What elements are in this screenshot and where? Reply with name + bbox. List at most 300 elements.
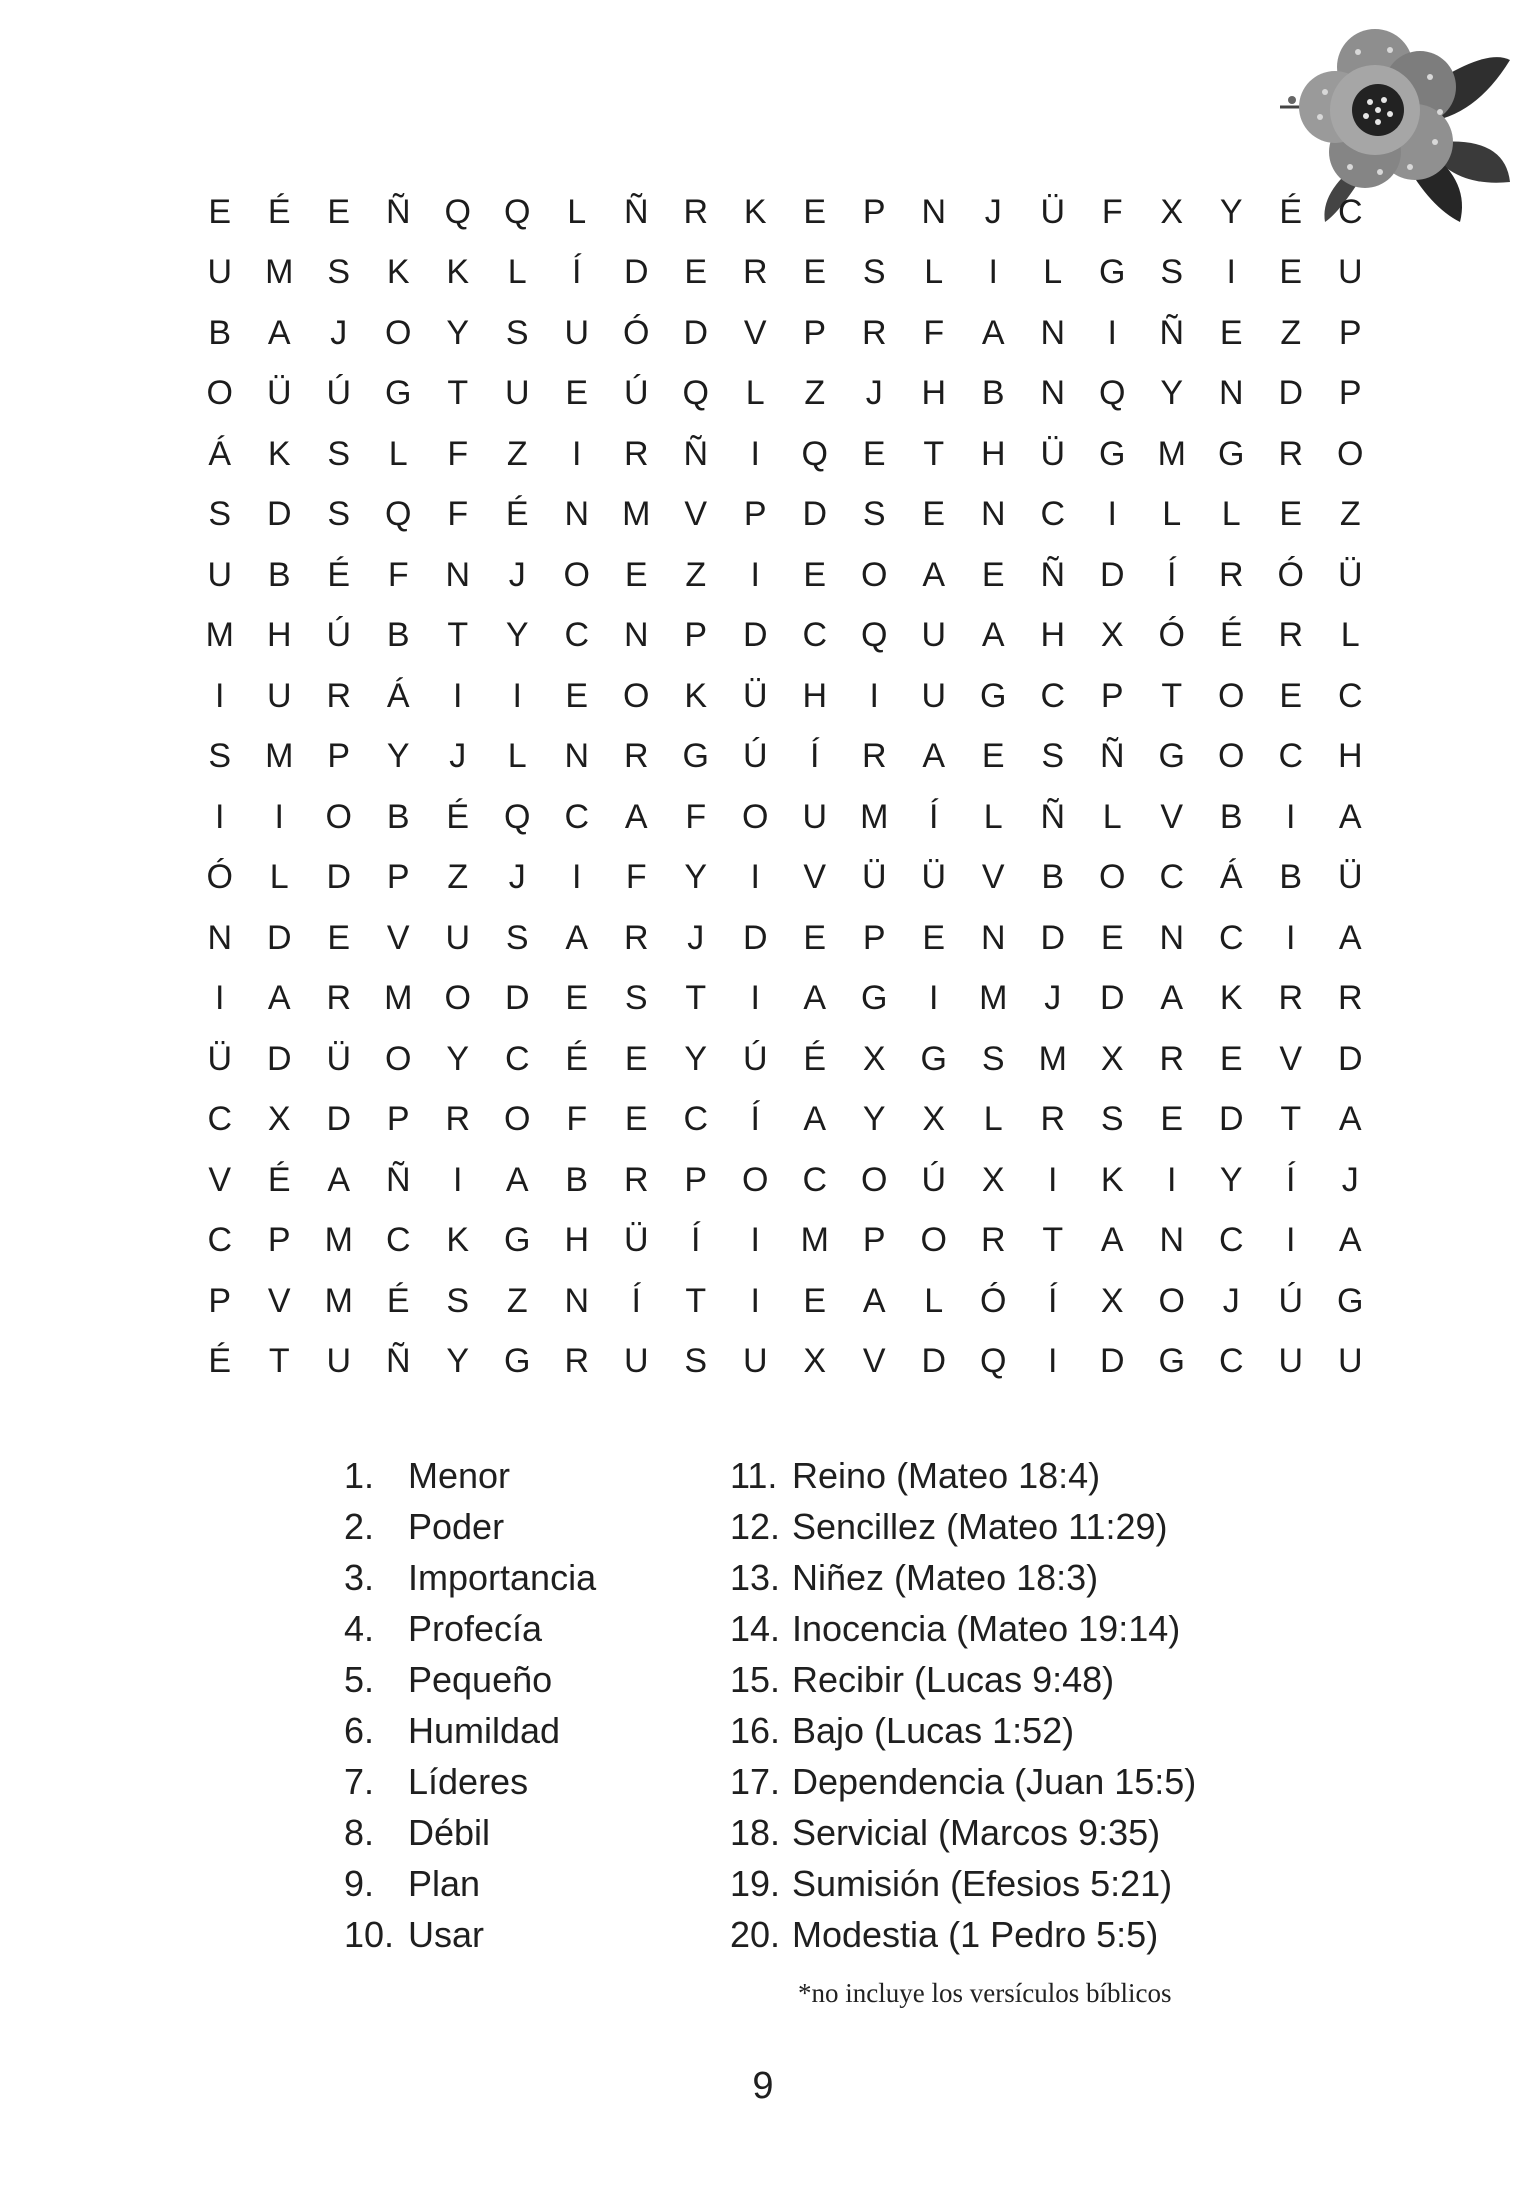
- grid-letter: I: [1048, 1160, 1058, 1199]
- word-text: Usar: [408, 1914, 485, 1955]
- grid-letter: R: [326, 979, 352, 1018]
- grid-row: [190, 969, 1370, 1030]
- word-text: Niñez (Mateo 18:3): [792, 1557, 1099, 1598]
- grid-letter: N: [1040, 374, 1066, 413]
- grid-letter: V: [743, 313, 767, 352]
- grid-letter: S: [505, 313, 529, 352]
- grid-letter: M: [800, 1221, 829, 1260]
- grid-letter: S: [505, 918, 529, 957]
- grid-letter: I: [929, 979, 939, 1018]
- grid-letter: V: [386, 918, 410, 957]
- word-search-grid: [190, 182, 1370, 1392]
- grid-letter: V: [981, 858, 1005, 897]
- grid-letter: N: [921, 192, 947, 231]
- grid-letter: Q: [385, 495, 412, 534]
- grid-letter: A: [1338, 797, 1362, 836]
- grid-letter: G: [504, 1221, 531, 1260]
- grid-letter: L: [924, 253, 944, 292]
- grid-letter: E: [684, 253, 708, 292]
- grid-letter: T: [447, 616, 469, 655]
- grid-letter: M: [324, 1281, 353, 1320]
- grid-letter: S: [624, 979, 648, 1018]
- grid-letter: I: [215, 797, 225, 836]
- grid-letter: N: [1159, 1221, 1185, 1260]
- grid-letter: V: [1279, 1039, 1303, 1078]
- grid-letter: G: [1158, 1342, 1185, 1381]
- grid-letter: Q: [504, 797, 531, 836]
- grid-letter: L: [745, 374, 765, 413]
- grid-row: [190, 787, 1370, 848]
- grid-letter: L: [1162, 495, 1182, 534]
- grid-letter: K: [386, 253, 410, 292]
- grid-letter: P: [743, 495, 767, 534]
- grid-letter: Í: [750, 1100, 760, 1139]
- word-list-item: [730, 1858, 1290, 1909]
- grid-letter: S: [446, 1281, 470, 1320]
- grid-letter: S: [862, 253, 886, 292]
- grid-letter: K: [1100, 1160, 1124, 1199]
- grid-letter: É: [505, 495, 529, 534]
- grid-letter: M: [384, 979, 413, 1018]
- grid-letter: O: [563, 555, 590, 594]
- grid-letter: L: [924, 1281, 944, 1320]
- grid-letter: D: [802, 495, 828, 534]
- grid-letter: C: [1278, 737, 1304, 776]
- grid-letter: É: [1219, 616, 1243, 655]
- grid-letter: C: [802, 1160, 828, 1199]
- grid-letter: N: [564, 495, 590, 534]
- grid-letter: P: [327, 737, 351, 776]
- grid-letter: Ü: [1040, 192, 1066, 231]
- grid-letter: D: [921, 1342, 947, 1381]
- grid-letter: K: [446, 1221, 470, 1260]
- grid-letter: G: [1158, 737, 1185, 776]
- grid-letter: A: [922, 737, 946, 776]
- grid-letter: E: [1219, 1039, 1243, 1078]
- grid-letter: Y: [1219, 192, 1243, 231]
- grid-row: [190, 848, 1370, 909]
- grid-letter: J: [984, 192, 1002, 231]
- grid-row: [190, 303, 1370, 364]
- grid-letter: G: [385, 374, 412, 413]
- grid-letter: D: [683, 313, 709, 352]
- grid-letter: P: [803, 313, 827, 352]
- grid-letter: T: [685, 979, 707, 1018]
- grid-letter: M: [265, 253, 294, 292]
- grid-letter: L: [983, 797, 1003, 836]
- grid-letter: X: [1100, 616, 1124, 655]
- grid-letter: U: [564, 313, 590, 352]
- grid-letter: H: [1337, 737, 1363, 776]
- grid-letter: E: [624, 1039, 648, 1078]
- grid-letter: O: [742, 797, 769, 836]
- grid-row: [190, 243, 1370, 304]
- grid-letter: Ó: [206, 858, 233, 897]
- footnote: *no incluye los versículos bíblicos: [798, 1978, 1172, 2008]
- grid-letter: N: [564, 1281, 590, 1320]
- grid-letter: J: [687, 918, 705, 957]
- grid-letter: Z: [685, 555, 707, 594]
- word-number: 7.: [344, 1761, 375, 1802]
- grid-letter: E: [1160, 1100, 1184, 1139]
- grid-row: [190, 606, 1370, 667]
- grid-letter: N: [980, 495, 1006, 534]
- grid-letter: Ñ: [385, 1342, 411, 1381]
- grid-letter: G: [861, 979, 888, 1018]
- grid-letter: L: [1043, 253, 1063, 292]
- grid-letter: D: [1040, 918, 1066, 957]
- grid-letter: T: [447, 374, 469, 413]
- grid-letter: O: [1218, 676, 1245, 715]
- grid-letter: O: [861, 555, 888, 594]
- word-text: Sumisión (Efesios 5:21): [792, 1863, 1173, 1904]
- grid-letter: Y: [684, 1039, 708, 1078]
- grid-letter: J: [1341, 1160, 1359, 1199]
- word-number: 3.: [344, 1557, 375, 1598]
- grid-letter: T: [1161, 676, 1183, 715]
- word-text: Débil: [408, 1812, 491, 1853]
- grid-letter: R: [623, 434, 649, 473]
- grid-letter: E: [624, 1100, 648, 1139]
- grid-letter: Ó: [1158, 616, 1185, 655]
- grid-letter: G: [920, 1039, 947, 1078]
- grid-letter: U: [742, 1342, 768, 1381]
- grid-letter: U: [921, 616, 947, 655]
- grid-letter: K: [1219, 979, 1243, 1018]
- grid-letter: S: [208, 737, 232, 776]
- grid-letter: Ó: [1277, 555, 1304, 594]
- grid-letter: M: [324, 1221, 353, 1260]
- grid-letter: X: [981, 1160, 1005, 1199]
- grid-letter: L: [567, 192, 587, 231]
- grid-letter: Y: [1219, 1160, 1243, 1199]
- grid-letter: G: [1099, 434, 1126, 473]
- grid-letter: U: [207, 253, 233, 292]
- word-text: Poder: [408, 1506, 505, 1547]
- grid-letter: D: [266, 918, 292, 957]
- grid-letter: O: [504, 1100, 531, 1139]
- grid-letter: E: [327, 918, 351, 957]
- grid-letter: L: [507, 253, 527, 292]
- word-number: 17.: [730, 1761, 781, 1802]
- grid-letter: S: [1160, 253, 1184, 292]
- grid-letter: I: [988, 253, 998, 292]
- grid-letter: A: [1160, 979, 1184, 1018]
- grid-letter: S: [684, 1342, 708, 1381]
- grid-letter: D: [742, 616, 768, 655]
- grid-letter: Y: [446, 1039, 470, 1078]
- grid-letter: É: [267, 1160, 291, 1199]
- grid-row: [190, 908, 1370, 969]
- grid-letter: D: [1218, 1100, 1244, 1139]
- grid-letter: G: [682, 737, 709, 776]
- grid-letter: Ñ: [1040, 797, 1066, 836]
- grid-letter: O: [920, 1221, 947, 1260]
- grid-letter: R: [623, 918, 649, 957]
- grid-letter: D: [266, 1039, 292, 1078]
- grid-letter: R: [1278, 434, 1304, 473]
- grid-letter: A: [862, 1281, 886, 1320]
- grid-letter: O: [1218, 737, 1245, 776]
- grid-letter: V: [862, 1342, 886, 1381]
- grid-letter: M: [860, 797, 889, 836]
- word-text: Menor: [408, 1455, 511, 1496]
- grid-letter: J: [508, 858, 526, 897]
- grid-letter: D: [504, 979, 530, 1018]
- grid-letter: E: [803, 253, 827, 292]
- grid-letter: E: [922, 495, 946, 534]
- grid-letter: D: [1337, 1039, 1363, 1078]
- grid-letter: F: [625, 858, 647, 897]
- grid-letter: Q: [980, 1342, 1007, 1381]
- word-text: Sencillez (Mateo 11:29): [792, 1506, 1168, 1547]
- grid-letter: R: [1040, 1100, 1066, 1139]
- grid-letter: D: [1099, 979, 1125, 1018]
- grid-letter: Y: [505, 616, 529, 655]
- grid-letter: Y: [446, 313, 470, 352]
- grid-letter: R: [1278, 979, 1304, 1018]
- word-number: 11.: [730, 1455, 778, 1496]
- grid-letter: Q: [1099, 374, 1126, 413]
- grid-letter: Ñ: [1099, 737, 1125, 776]
- grid-letter: I: [750, 434, 760, 473]
- grid-letter: L: [983, 1100, 1003, 1139]
- grid-letter: O: [385, 1039, 412, 1078]
- word-list-item: [344, 1756, 684, 1807]
- grid-letter: Z: [506, 434, 528, 473]
- grid-letter: G: [504, 1342, 531, 1381]
- grid-letter: I: [1107, 313, 1117, 352]
- grid-letter: Ü: [861, 858, 887, 897]
- grid-letter: P: [267, 1221, 291, 1260]
- grid-letter: R: [980, 1221, 1006, 1260]
- grid-letter: Ü: [1337, 858, 1363, 897]
- grid-letter: C: [385, 1221, 411, 1260]
- grid-letter: S: [981, 1039, 1005, 1078]
- grid-letter: I: [274, 797, 284, 836]
- grid-letter: E: [1219, 313, 1243, 352]
- grid-letter: I: [750, 979, 760, 1018]
- grid-letter: G: [1099, 253, 1126, 292]
- grid-letter: A: [327, 1160, 351, 1199]
- grid-letter: R: [1218, 555, 1244, 594]
- grid-letter: R: [623, 737, 649, 776]
- word-list-item: [730, 1756, 1290, 1807]
- word-text: Modestia (1 Pedro 5:5): [792, 1914, 1159, 1955]
- grid-row: [190, 182, 1370, 243]
- grid-letter: I: [750, 1221, 760, 1260]
- grid-letter: R: [861, 313, 887, 352]
- grid-letter: C: [1159, 858, 1185, 897]
- grid-letter: P: [386, 1100, 410, 1139]
- grid-letter: Ñ: [683, 434, 709, 473]
- grid-letter: Y: [446, 1342, 470, 1381]
- grid-letter: E: [565, 979, 589, 1018]
- grid-letter: C: [564, 616, 590, 655]
- word-number: 20.: [730, 1914, 781, 1955]
- word-list-item: [730, 1450, 1290, 1501]
- grid-row: [190, 1029, 1370, 1090]
- grid-letter: I: [1167, 1160, 1177, 1199]
- grid-letter: A: [981, 313, 1005, 352]
- grid-letter: E: [981, 555, 1005, 594]
- grid-letter: J: [1222, 1281, 1240, 1320]
- grid-letter: B: [981, 374, 1005, 413]
- word-number: 13.: [730, 1557, 781, 1598]
- grid-letter: Ñ: [1159, 313, 1185, 352]
- grid-row: [190, 1271, 1370, 1332]
- grid-letter: N: [1218, 374, 1244, 413]
- grid-letter: C: [207, 1221, 233, 1260]
- grid-letter: Y: [1160, 374, 1184, 413]
- grid-letter: Q: [801, 434, 828, 473]
- grid-letter: T: [268, 1342, 290, 1381]
- grid-letter: C: [1337, 676, 1363, 715]
- word-list-item: [344, 1654, 684, 1705]
- grid-letter: Ü: [266, 374, 292, 413]
- grid-letter: E: [1279, 253, 1303, 292]
- grid-letter: F: [566, 1100, 588, 1139]
- grid-letter: Ú: [1278, 1281, 1304, 1320]
- grid-letter: B: [1219, 797, 1243, 836]
- grid-letter: Í: [1167, 555, 1177, 594]
- grid-letter: U: [802, 797, 828, 836]
- grid-letter: G: [980, 676, 1007, 715]
- grid-letter: J: [330, 313, 348, 352]
- grid-letter: F: [685, 797, 707, 836]
- grid-letter: Ó: [980, 1281, 1007, 1320]
- grid-letter: Ü: [326, 1039, 352, 1078]
- grid-letter: R: [742, 253, 768, 292]
- grid-letter: D: [1278, 374, 1304, 413]
- grid-letter: I: [512, 676, 522, 715]
- grid-letter: V: [803, 858, 827, 897]
- grid-letter: H: [980, 434, 1006, 473]
- word-text: Importancia: [408, 1557, 597, 1598]
- grid-letter: K: [684, 676, 708, 715]
- word-number: 15.: [730, 1659, 781, 1700]
- grid-letter: Í: [810, 737, 820, 776]
- grid-letter: C: [1337, 192, 1363, 231]
- grid-letter: É: [267, 192, 291, 231]
- grid-letter: R: [326, 676, 352, 715]
- grid-letter: Y: [862, 1100, 886, 1139]
- grid-letter: L: [507, 737, 527, 776]
- word-text: Humildad: [408, 1710, 561, 1751]
- grid-letter: X: [1160, 192, 1184, 231]
- grid-letter: E: [862, 434, 886, 473]
- grid-letter: R: [861, 737, 887, 776]
- grid-letter: D: [742, 918, 768, 957]
- grid-letter: C: [1218, 1221, 1244, 1260]
- grid-letter: R: [1159, 1039, 1185, 1078]
- grid-letter: Ü: [921, 858, 947, 897]
- grid-letter: Z: [1280, 313, 1302, 352]
- word-text: Líderes: [408, 1761, 529, 1802]
- word-text: Servicial (Marcos 9:35): [792, 1812, 1161, 1853]
- grid-letter: L: [269, 858, 289, 897]
- grid-letter: Y: [684, 858, 708, 897]
- grid-letter: L: [388, 434, 408, 473]
- grid-row: [190, 424, 1370, 485]
- grid-letter: Ú: [742, 1039, 768, 1078]
- grid-letter: O: [861, 1160, 888, 1199]
- grid-letter: Z: [1339, 495, 1361, 534]
- grid-letter: E: [327, 192, 351, 231]
- grid-letter: E: [922, 918, 946, 957]
- word-number: 9.: [344, 1863, 375, 1904]
- grid-letter: I: [750, 555, 760, 594]
- word-list-item: [730, 1909, 1290, 1960]
- grid-letter: O: [1337, 434, 1364, 473]
- grid-letter: S: [862, 495, 886, 534]
- grid-letter: Ü: [1337, 555, 1363, 594]
- grid-letter: O: [444, 979, 471, 1018]
- grid-letter: É: [386, 1281, 410, 1320]
- word-number: 10.: [344, 1914, 395, 1955]
- grid-letter: X: [803, 1342, 827, 1381]
- grid-letter: U: [326, 1342, 352, 1381]
- grid-letter: Ü: [1040, 434, 1066, 473]
- grid-letter: U: [1278, 1342, 1304, 1381]
- grid-letter: H: [564, 1221, 590, 1260]
- grid-letter: Ú: [326, 374, 352, 413]
- grid-letter: B: [267, 555, 291, 594]
- grid-letter: P: [386, 858, 410, 897]
- grid-letter: Í: [1048, 1281, 1058, 1320]
- grid-letter: A: [981, 616, 1005, 655]
- grid-letter: O: [623, 676, 650, 715]
- grid-letter: Q: [444, 192, 471, 231]
- grid-letter: H: [802, 676, 828, 715]
- word-text: Dependencia (Juan 15:5): [792, 1761, 1197, 1802]
- grid-letter: D: [1099, 1342, 1125, 1381]
- word-text: Pequeño: [408, 1659, 553, 1700]
- grid-letter: X: [1100, 1281, 1124, 1320]
- grid-letter: C: [1218, 1342, 1244, 1381]
- grid-letter: K: [446, 253, 470, 292]
- grid-letter: C: [802, 616, 828, 655]
- grid-letter: Ü: [623, 1221, 649, 1260]
- grid-row: [190, 1150, 1370, 1211]
- grid-letter: E: [1279, 676, 1303, 715]
- grid-letter: I: [1107, 495, 1117, 534]
- grid-row: [190, 364, 1370, 425]
- grid-letter: I: [572, 434, 582, 473]
- word-list-item: [344, 1501, 684, 1552]
- grid-letter: O: [742, 1160, 769, 1199]
- grid-letter: C: [504, 1039, 530, 1078]
- grid-letter: Q: [504, 192, 531, 231]
- word-text: Profecía: [408, 1608, 543, 1649]
- grid-letter: N: [207, 918, 233, 957]
- grid-letter: M: [205, 616, 234, 655]
- grid-letter: Ñ: [385, 192, 411, 231]
- grid-letter: A: [1338, 1100, 1362, 1139]
- word-list-column-1: [344, 1450, 684, 1960]
- word-number: 19.: [730, 1863, 781, 1904]
- grid-letter: A: [1100, 1221, 1124, 1260]
- grid-letter: Á: [1219, 858, 1243, 897]
- grid-letter: N: [1159, 918, 1185, 957]
- grid-letter: R: [623, 1160, 649, 1199]
- grid-letter: N: [980, 918, 1006, 957]
- grid-letter: É: [208, 1342, 232, 1381]
- grid-letter: Í: [572, 253, 582, 292]
- grid-letter: O: [1158, 1281, 1185, 1320]
- grid-letter: X: [1100, 1039, 1124, 1078]
- grid-letter: E: [565, 374, 589, 413]
